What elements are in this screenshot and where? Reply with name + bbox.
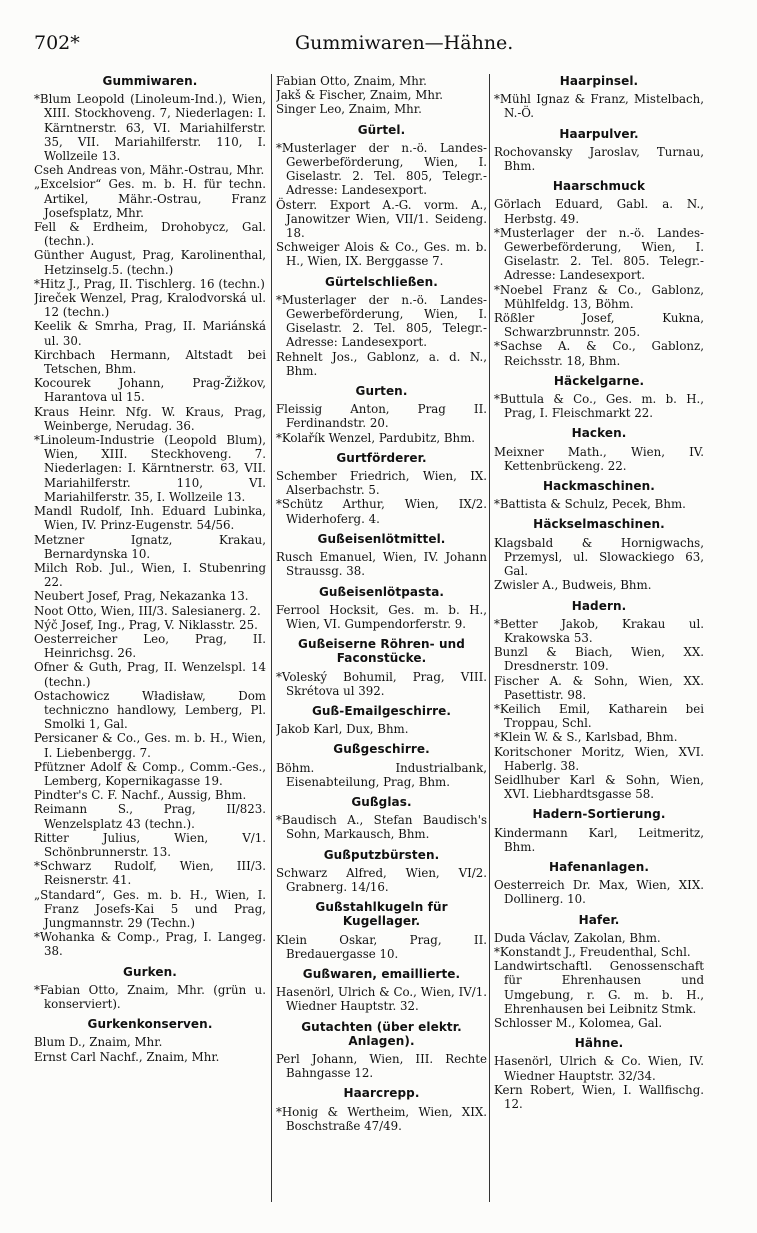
directory-entry: Schwarz Alfred, Wien, VI/2. Grabnerg. 14/16. <box>276 865 487 894</box>
directory-entry: Ostachowicz Władisław, Dom techniczno handlowy, Lemberg, Pl. Smolki 1, Gal. <box>34 688 266 732</box>
section-heading: Gußglas. <box>351 794 412 809</box>
section-heading: Gußeisenlötmittel. <box>317 531 446 546</box>
directory-entry: Cseh Andreas von, Mähr.-Ostrau, Mhr. <box>34 163 265 178</box>
directory-entry: Kraus Heinr. Nfg. W. Kraus, Prag, Weinberge, Nerudag. 36. <box>34 404 266 433</box>
directory-entry: Blum D., Znaim, Mhr. <box>34 1035 163 1050</box>
directory-entry: Nýč Josef, Ing., Prag, V. Niklasstr. 25. <box>34 617 258 632</box>
directory-entry: Pfützner Adolf & Comp., Comm.-Ges., Lemberg, Kopernikagasse 19. <box>34 759 266 788</box>
section-heading: Hafenanlagen. <box>548 859 650 874</box>
section-heading: Hackmaschinen. <box>543 479 655 494</box>
directory-entry: Perl Johann, Wien, III. Rechte Bahngasse 12. <box>276 1051 487 1081</box>
directory-entry: Oesterreicher Leo, Prag, II. Heinrichsg. 26. <box>34 631 266 661</box>
section-heading: Hähne. <box>574 1036 624 1051</box>
directory-entry: Mandl Rudolf, Inh. Eduard Lubinka, Wien, IV. Prinz-Eugenstr. 54/56. <box>34 504 266 533</box>
directory-entry: Metzner Ignatz, Krakau, Bernardynska 10. <box>34 532 266 561</box>
section-heading: Gußeiserne Röhren- und Faconstücke. <box>298 637 465 666</box>
directory-entry: *Musterlager der n.-ö. Landes-Gewerbeförderung, Wien, I. Giselastr. 2. Tel. 805, Telegr.-Adresse: Landesexport. <box>276 292 487 350</box>
section-heading: Haarschmuck <box>552 179 646 194</box>
directory-entry: „Excelsior“ Ges. m. b. H. für techn. Artikel, Mähr.-Ostrau, Franz Josefsplatz, Mhr. <box>34 177 266 220</box>
directory-entry: *Hitz J., Prag, II. Tischlerg. 16 (techn.) <box>34 276 265 291</box>
section-heading: Gürtelschließen. <box>325 274 438 289</box>
section-heading: Gußstahlkugeln für Kugellager. <box>315 900 448 929</box>
directory-entry: Pindter's C. F. Nachf., Aussig, Bhm. <box>34 788 247 803</box>
section-heading: Häckselmaschinen. <box>533 517 665 532</box>
section-heading: Haarpinsel. <box>559 74 639 88</box>
directory-entry: *Mühl Ignaz & Franz, Mistelbach, N.-Ö. <box>494 92 704 121</box>
column-divider <box>489 74 490 1202</box>
directory-entry: Schweiger Alois & Co., Ges. m. b. H., Wien, IX. Berggasse 7. <box>276 240 487 269</box>
directory-entry: Klagsbald & Hornigwachs, Przemysl, ul. Slowackiego 63, Gal. <box>494 535 704 579</box>
directory-entry: Görlach Eduard, Gabl. a. N., Herbstg. 49. <box>494 197 704 226</box>
directory-entry: *Wohanka & Comp., Prag, I. Langeg. 38. <box>34 930 266 959</box>
directory-entry: *Battista & Schulz, Pecek, Bhm. <box>494 497 686 512</box>
directory-entry: Hasenörl, Ulrich & Co., Wien, IV/1. Wiedner Hauptstr. 32. <box>276 985 487 1014</box>
section-heading: Gurkenkonserven. <box>87 1017 213 1032</box>
directory-entry: Rehnelt Jos., Gablonz, a. d. N., Bhm. <box>276 349 487 378</box>
directory-entry: *Konstandt J., Freudenthal, Schl. <box>494 944 691 959</box>
directory-entry: *Honig & Wertheim, Wien, XIX. Boschstraße 47/49. <box>276 1104 487 1133</box>
directory-entry: Singer Leo, Znaim, Mhr. <box>276 102 422 117</box>
directory-entry: Reimann S., Prag, II/823. Wenzelsplatz 43 (techn.). <box>34 802 266 831</box>
directory-entry: *Buttula & Co., Ges. m. b. H., Prag, I. Fleischmarkt 22. <box>494 392 704 421</box>
directory-entry: Bunzl & Biach, Wien, XX. Dresdnerstr. 109. <box>494 645 704 674</box>
directory-entry: Rochovansky Jaroslav, Turnau, Bhm. <box>494 144 704 174</box>
page-header <box>0 24 757 64</box>
directory-entry: Oesterreich Dr. Max, Wien, XIX. Dollinerg. 10. <box>494 878 704 907</box>
section-heading: Gutachten (über elektr. Anlagen). <box>301 1019 462 1048</box>
directory-entry: Fischer A. & Sohn, Wien, XX. Pasettistr. 98. <box>494 673 704 702</box>
directory-entry: Ernst Carl Nachf., Znaim, Mhr. <box>34 1049 220 1064</box>
directory-entry: Ritter Julius, Wien, V/1. Schönbrunnerstr. 13. <box>34 830 266 859</box>
directory-entry: Milch Rob. Jul., Wien, I. Stubenring 22. <box>34 560 266 590</box>
section-heading: Gummiwaren. <box>102 74 198 88</box>
directory-entry: Kocourek Johann, Prag-Žižkov, Harantova ul 15. <box>34 376 266 405</box>
section-heading: Gußgeschirre. <box>333 742 430 757</box>
section-heading: Gußputzbürsten. <box>323 847 440 862</box>
directory-entry: Hasenörl, Ulrich & Co. Wien, IV. Wiedner Hauptstr. 32/34. <box>494 1054 704 1083</box>
directory-entry: *Linoleum-Industrie (Leopold Blum), Wien, XIII. Steckhoveng. 7. Niederlagen: I. Kärntnerstr. 63, VII. Mariahilferstr. 110, VI. Mariahilferstr. 35, I. Wollzeile 13. <box>34 433 266 504</box>
directory-entry: Klein Oskar, Prag, II. Bredauergasse 10. <box>276 932 487 961</box>
column-1 <box>34 74 266 1204</box>
column-2 <box>276 74 487 1204</box>
directory-entry: Neubert Josef, Prag, Nekazanka 13. <box>34 589 249 604</box>
section-heading: Gurtförderer. <box>336 450 427 465</box>
directory-entry: *Schütz Arthur, Wien, IX/2. Widerhoferg. 4. <box>276 497 487 526</box>
directory-entry: Koritschoner Moritz, Wien, XVI. Haberlg. 38. <box>494 744 704 773</box>
section-heading: Gürtel. <box>357 122 406 137</box>
section-heading: Haarcrepp. <box>343 1086 420 1101</box>
directory-entry: Landwirtschaftl. Genossenschaft für Ehrenhausen und Umgebung, r. G. m. b. H., Ehrenhausen bei Leibnitz Stmk. <box>494 959 704 1016</box>
directory-entry: *Fabian Otto, Znaim, Mhr. (grün u. konserviert). <box>34 982 266 1011</box>
directory-entry: *Schwarz Rudolf, Wien, III/3. Reisnerstr. 41. <box>34 859 266 888</box>
directory-entry: Ofner & Guth, Prag, II. Wenzelspl. 14 (techn.) <box>34 660 266 689</box>
section-heading: Hadern-Sortierung. <box>532 807 666 822</box>
directory-entry: *Voleský Bohumil, Prag, VIII. Skrétova ul 392. <box>276 669 487 698</box>
directory-entry: Schember Friedrich, Wien, IX. Alserbachstr. 5. <box>276 469 487 498</box>
section-heading: Gurten. <box>355 384 408 399</box>
directory-entry: Fell & Erdheim, Drohobycz, Gal. (techn.). <box>34 220 266 249</box>
column-divider <box>271 74 272 1202</box>
directory-entry: Seidlhuber Karl & Sohn, Wien, XVI. Liebhardtsgasse 58. <box>494 772 704 802</box>
directory-entry: *Baudisch A., Stefan Baudisch's Sohn, Markausch, Bhm. <box>276 813 487 842</box>
section-heading: Gußeisenlötpasta. <box>318 584 445 599</box>
directory-entry: Duda Václav, Zakolan, Bhm. <box>494 930 661 945</box>
directory-entry: Meixner Math., Wien, IV. Kettenbrückeng. 22. <box>494 444 704 473</box>
directory-entry: Kindermann Karl, Leitmeritz, Bhm. <box>494 825 704 854</box>
section-heading: Hacken. <box>571 426 627 441</box>
directory-entry: Jakob Karl, Dux, Bhm. <box>276 722 409 737</box>
section-heading: Guß-Emailgeschirre. <box>311 703 452 718</box>
directory-entry: Schlosser M., Kolomea, Gal. <box>494 1015 663 1030</box>
section-heading: Haarpulver. <box>559 126 639 141</box>
directory-entry: Ferrool Hocksit, Ges. m. b. H., Wien, VI. Gumpendorferstr. 9. <box>276 602 487 631</box>
directory-entry: Fleissig Anton, Prag II. Ferdinandstr. 20. <box>276 402 487 431</box>
directory-entry: Fabian Otto, Znaim, Mhr. <box>276 74 427 88</box>
page-number: 702* <box>34 32 80 54</box>
directory-entry: „Standard“, Ges. m. b. H., Wien, I. Franz Josefs-Kai 5 und Prag, Jungmannstr. 29 (Techn.) <box>34 887 266 930</box>
directory-entry: Noot Otto, Wien, III/3. Salesianerg. 2. <box>34 603 261 618</box>
section-heading: Gurken. <box>123 964 177 979</box>
directory-entry: Kirchbach Hermann, Altstadt bei Tetschen, Bhm. <box>34 347 266 377</box>
column-3 <box>494 74 704 1204</box>
directory-entry: *Kolařík Wenzel, Pardubitz, Bhm. <box>276 430 476 445</box>
directory-entry: Jakš & Fischer, Znaim, Mhr. <box>276 88 444 103</box>
directory-entry: *Keilich Emil, Katharein bei Troppau, Schl. <box>494 701 704 731</box>
directory-entry: Keelik & Smrha, Prag, II. Mariánská ul. 30. <box>34 319 266 348</box>
section-heading: Häckelgarne. <box>553 373 645 388</box>
directory-entry: Zwisler A., Budweis, Bhm. <box>494 578 652 593</box>
directory-entry: *Noebel Franz & Co., Gablonz, Mühlfeldg. 13, Böhm. <box>494 282 704 311</box>
section-heading: Gußwaren, emaillierte. <box>302 966 461 981</box>
directory-entry: *Sachse A. & Co., Gablonz, Reichsstr. 18, Bhm. <box>494 339 704 368</box>
directory-entry: *Musterlager der n.-ö. Landes-Gewerbeförderung, Wien, I. Giselastr. 2. Tel. 805, Telegr.-Adresse: Landesexport. <box>276 140 487 198</box>
section-heading: Hadern. <box>571 598 627 613</box>
directory-entry: Rößler Josef, Kukna, Schwarzbrunnstr. 205. <box>494 311 704 340</box>
page-title: Gummiwaren—Hähne. <box>295 32 514 54</box>
directory-entry: Kern Robert, Wien, I. Wallfischg. 12. <box>494 1082 704 1111</box>
directory-entry: *Better Jakob, Krakau ul. Krakowska 53. <box>494 616 704 645</box>
directory-entry: *Blum Leopold (Linoleum-Ind.), Wien, XIII. Stockhoveng. 7, Niederlagen: I. Kärntnerstr. 63, VI. Mariahilferstr. 35, VII. Mariahilferstr. 110, I. Wollzeile 13. <box>34 92 266 164</box>
directory-entry: Österr. Export A.-G. vorm. A., Janowitzer Wien, VII/1. Seideng. 18. <box>276 197 487 241</box>
directory-entry: *Musterlager der n.-ö. Landes-Gewerbeförderung, Wien, I. Giselastr. 2. Tel. 805. Telegr.-Adresse: Landesexport. <box>494 225 704 283</box>
section-heading: Hafer. <box>578 912 620 927</box>
directory-entry: *Klein W. & S., Karlsbad, Bhm. <box>494 730 678 745</box>
directory-entry: Rusch Emanuel, Wien, IV. Johann Straussg. 38. <box>276 550 487 579</box>
directory-entry: Günther August, Prag, Karolinenthal, Hetzinselg.5. (techn.) <box>34 248 266 277</box>
directory-entry: Jireček Wenzel, Prag, Kralodvorská ul. 12 (techn.) <box>34 291 266 320</box>
directory-entry: Persicaner & Co., Ges. m. b. H., Wien, I. Liebenbergg. 7. <box>34 731 266 760</box>
directory-entry: Böhm. Industrialbank, Eisenabteilung, Prag, Bhm. <box>276 760 487 789</box>
